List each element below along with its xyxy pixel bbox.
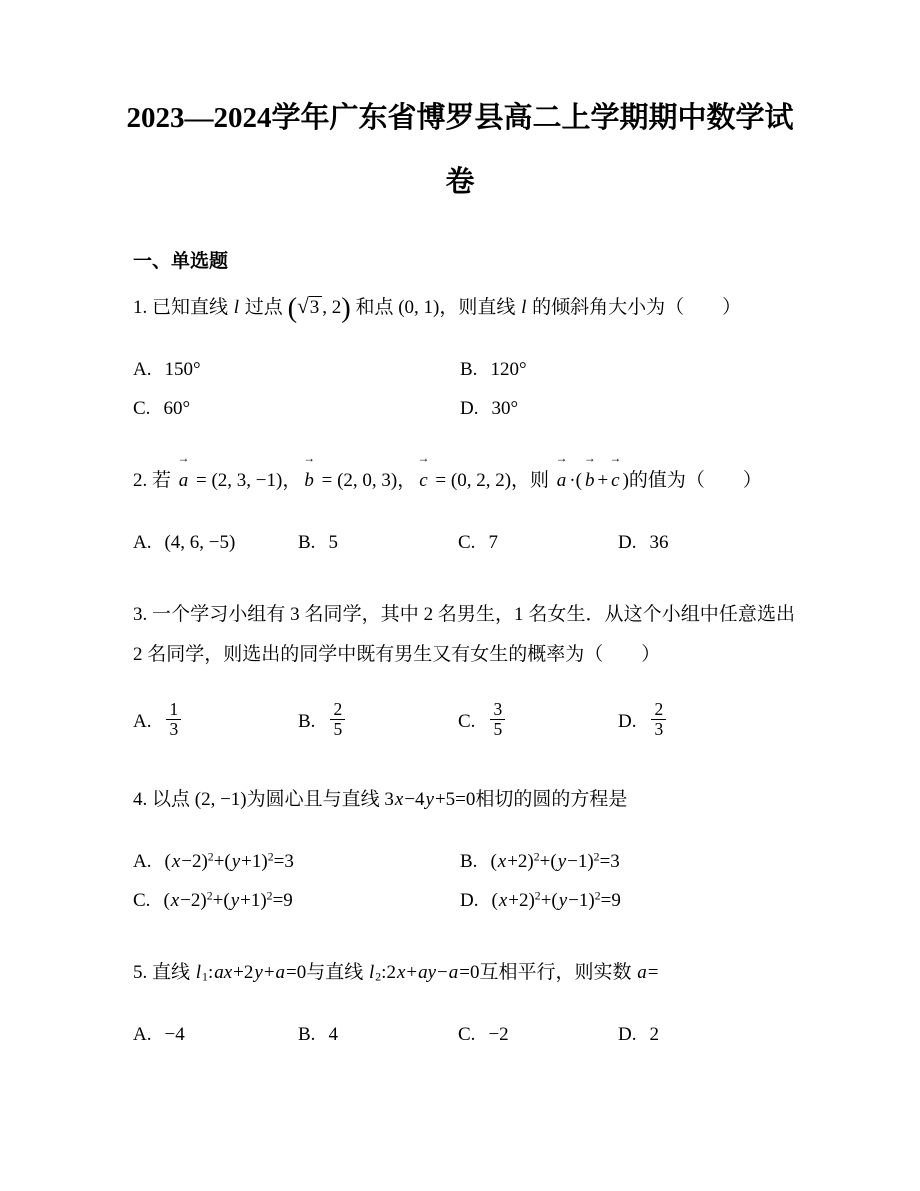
option-5d-value: 2 (649, 1024, 659, 1045)
option-3d (618, 697, 795, 747)
option-1a-label: A. (133, 359, 152, 380)
question-3-text: 3. 一个学习小组有 3 名同学，其中 2 名男生，1 名女生．从这个小组中任意选出 2 名同学，则选出的同学中既有男生又有女生的概率为（ ） (133, 604, 795, 665)
option-3c-label: C. (458, 711, 476, 732)
option-4b (460, 842, 795, 881)
question-3-options (133, 697, 795, 747)
option-5b-label: B. (298, 1024, 316, 1045)
option-2a (133, 523, 298, 562)
option-4d (460, 881, 795, 920)
question-5-text: 5. 直线 $l_1:ax+2y+a=0$与直线 $l_2:2x+ay-a=0$互相平行，则实数 a= (133, 962, 659, 984)
question-4-text: 4. 以点 (2, −1)为圆心且与直线 3x−4y+5=0相切的圆的方程是 (133, 789, 628, 810)
option-5d (618, 1015, 795, 1054)
option-1d-value: 30° (491, 398, 519, 419)
option-4a-label: A. (133, 851, 152, 872)
question-5 (133, 953, 795, 1054)
question-5-options (133, 1015, 795, 1054)
option-1a-value: 150° (164, 359, 201, 380)
option-3b-value: $\frac{2}{5}$ (328, 711, 347, 732)
option-2b-label: B. (298, 532, 316, 553)
question-2-options (133, 523, 795, 562)
option-5c-label: C. (458, 1024, 476, 1045)
option-4a (133, 842, 460, 881)
option-1a (133, 350, 460, 389)
option-5a-label: A. (133, 1024, 152, 1045)
exam-content (133, 248, 795, 1054)
option-2d (618, 523, 795, 562)
option-4a-value: $(x-2)^2+(y+1)^2=3$ (164, 850, 294, 872)
option-3d-label: D. (618, 711, 637, 732)
option-3b-label: B. (298, 711, 316, 732)
exam-page (0, 86, 920, 1054)
option-4c-value: $(x-2)^2+(y+1)^2=9$ (163, 889, 293, 911)
option-3c-value: $\frac{3}{5}$ (488, 711, 507, 732)
option-1c-value: 60° (163, 398, 191, 419)
option-1b (460, 350, 795, 389)
question-3 (133, 595, 795, 747)
question-4-options (133, 842, 795, 920)
option-5b-value: 4 (328, 1024, 338, 1045)
section-header: 一、单选题 (133, 251, 229, 272)
question-2 (133, 451, 795, 562)
option-5c (458, 1015, 618, 1054)
option-2a-label: A. (133, 532, 152, 553)
question-1-text: 1. 已知直线 l 过点 (√3 , 2) 和点 (0, 1)，则直线 l 的倾斜角大小为（ ） (133, 292, 742, 324)
option-5b (298, 1015, 458, 1054)
option-2d-label: D. (618, 532, 637, 553)
option-2c-label: C. (458, 532, 476, 553)
option-5a-value: −4 (164, 1024, 185, 1045)
option-2c (458, 523, 618, 562)
option-4d-value: $(x+2)^2+(y-1)^2=9$ (491, 889, 621, 911)
option-5d-label: D. (618, 1024, 637, 1045)
option-3a-value: $\frac{1}{3}$ (164, 711, 183, 732)
option-3b (298, 697, 458, 747)
option-1b-value: 120° (490, 359, 527, 380)
option-2a-value: (4, 6, −5) (164, 532, 236, 553)
option-1d-label: D. (460, 398, 479, 419)
question-4 (133, 780, 795, 920)
option-2b-value: 5 (328, 532, 338, 553)
page-title: 2023—2024学年广东省博罗县高二上学期期中数学试卷 (126, 102, 794, 198)
option-1c (133, 389, 460, 428)
option-2d-value: 36 (649, 532, 669, 553)
option-1c-label: C. (133, 398, 151, 419)
option-4b-label: B. (460, 851, 478, 872)
option-2c-value: 7 (488, 532, 498, 553)
question-1 (133, 286, 795, 428)
option-4c-label: C. (133, 890, 151, 911)
option-1b-label: B. (460, 359, 478, 380)
option-3a-label: A. (133, 711, 152, 732)
option-2b (298, 523, 458, 562)
question-2-text: 2. 若 → a = (2, 3, −1)， → b = (2, 0, 3)， → c = (0, 2, 2)，则 → a ·( → b + → c )的值为（ ） (133, 451, 762, 491)
option-3c (458, 697, 618, 747)
option-4c (133, 881, 460, 920)
option-1d (460, 389, 795, 428)
question-1-options (133, 350, 795, 428)
option-5a (133, 1015, 298, 1054)
option-4d-label: D. (460, 890, 479, 911)
option-5c-value: −2 (488, 1024, 509, 1045)
option-3a (133, 697, 298, 747)
option-3d-value: $\frac{2}{3}$ (649, 711, 668, 732)
option-4b-value: $(x+2)^2+(y-1)^2=3$ (490, 850, 620, 872)
